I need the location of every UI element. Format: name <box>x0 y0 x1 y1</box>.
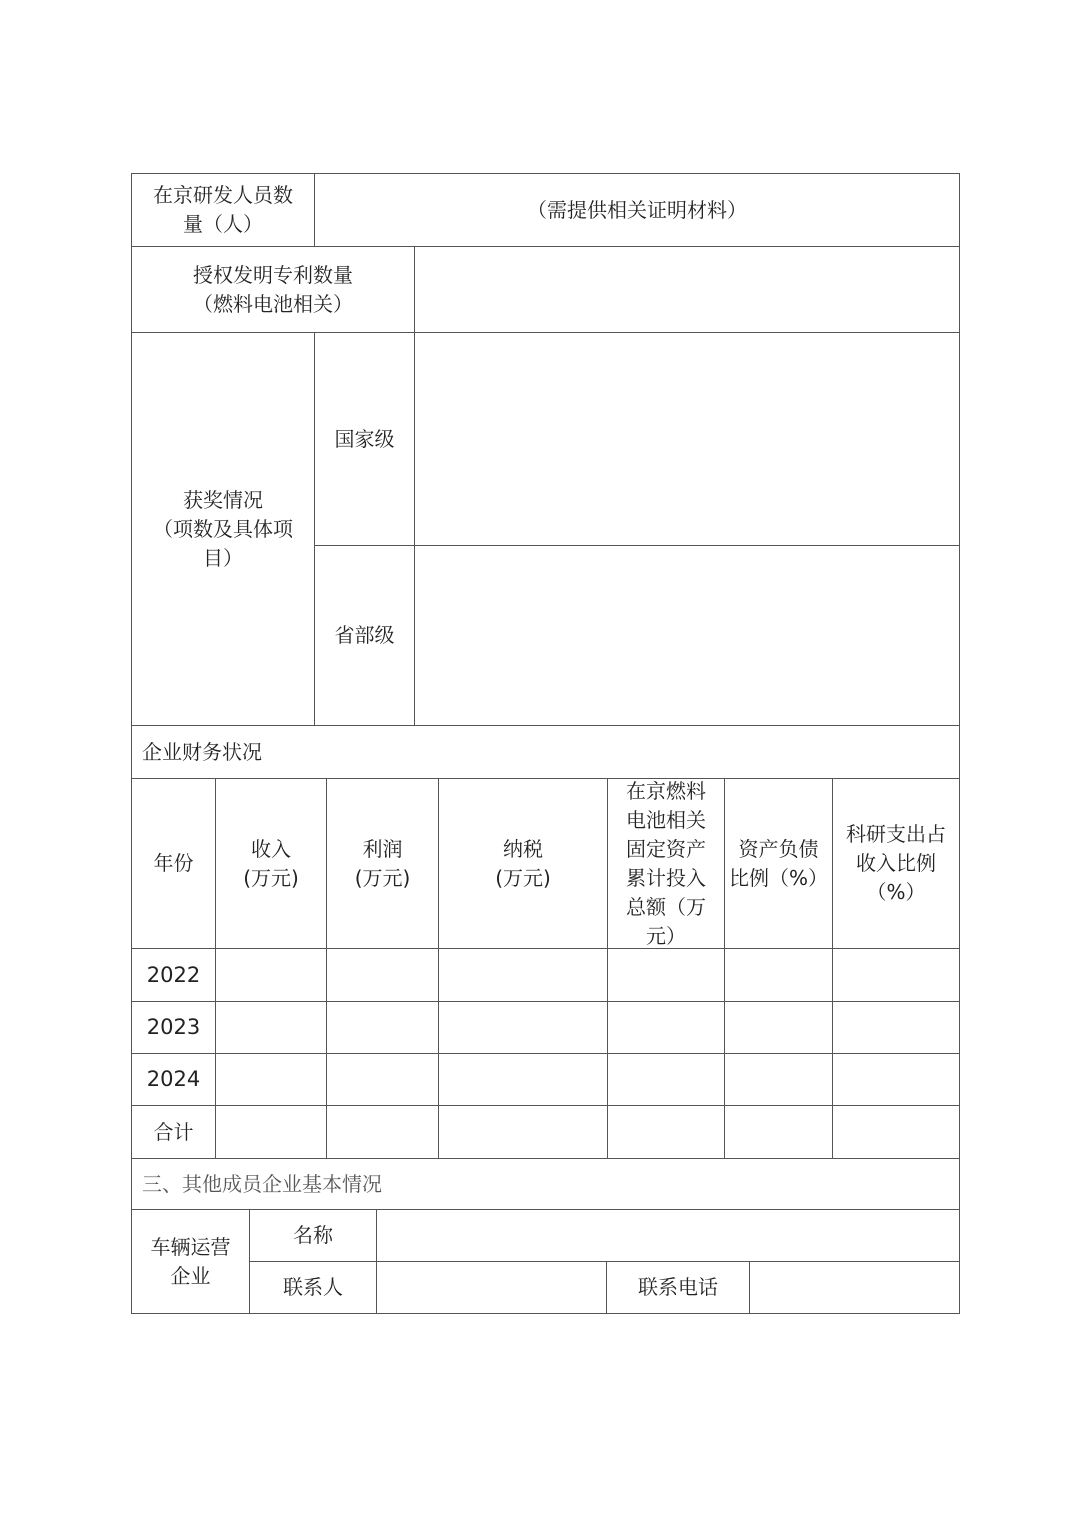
finance-input-cell[interactable] <box>608 1054 724 1105</box>
finance-header-debt-ratio: 资产负债 比例（%） <box>728 836 828 890</box>
finance-input-cell[interactable] <box>439 1054 607 1105</box>
finance-input-cell[interactable] <box>833 1054 959 1105</box>
finance-input-cell[interactable] <box>216 949 326 1001</box>
operator-name-input[interactable] <box>377 1210 959 1261</box>
operator-label: 车辆运营 企业 <box>150 1234 231 1288</box>
operator-contact-label: 联系人 <box>283 1275 343 1299</box>
section3-title: 三、其他成员企业基本情况 <box>142 1171 382 1196</box>
finance-row-year: 2022 <box>146 962 201 987</box>
finance-row-year: 2023 <box>146 1015 201 1039</box>
finance-input-cell[interactable] <box>216 1002 326 1053</box>
finance-header-year: 年份 <box>153 851 194 875</box>
finance-input-cell[interactable] <box>725 1002 832 1053</box>
finance-input-cell[interactable] <box>439 1002 607 1053</box>
finance-row-year: 2024 <box>146 1067 201 1091</box>
operator-phone-label: 联系电话 <box>638 1275 718 1299</box>
finance-input-cell[interactable] <box>216 1054 326 1105</box>
finance-input-cell[interactable] <box>608 1002 724 1053</box>
patents-label: 授权发明专利数量 （燃料电池相关） <box>193 262 353 316</box>
finance-header-tax: 纳税 (万元) <box>495 836 551 890</box>
finance-input-cell[interactable] <box>833 1106 959 1158</box>
finance-title: 企业财务状况 <box>142 739 262 764</box>
researchers-input[interactable] <box>315 174 959 246</box>
awards-national-input[interactable] <box>415 333 959 545</box>
finance-input-cell[interactable] <box>327 1002 438 1053</box>
table-line <box>959 173 960 1314</box>
finance-input-cell[interactable] <box>608 1106 724 1158</box>
awards-national-label: 国家级 <box>334 426 395 451</box>
finance-row-total: 合计 <box>153 1119 194 1144</box>
awards-provincial-label: 省部级 <box>334 623 395 647</box>
finance-input-cell[interactable] <box>833 1002 959 1053</box>
finance-input-cell[interactable] <box>439 949 607 1001</box>
finance-header-fixed-assets: 在京燃料 电池相关 固定资产 累计投入 总额（万 元） <box>626 778 706 948</box>
finance-input-cell[interactable] <box>327 949 438 1001</box>
finance-input-cell[interactable] <box>725 1054 832 1105</box>
researchers-note: （需提供相关证明材料） <box>527 197 747 222</box>
finance-header-rd-ratio: 科研支出占 收入比例 （%） <box>846 822 946 904</box>
operator-name-label: 名称 <box>293 1223 333 1247</box>
finance-input-cell[interactable] <box>216 1106 326 1158</box>
finance-input-cell[interactable] <box>327 1054 438 1105</box>
finance-input-cell[interactable] <box>725 949 832 1001</box>
finance-input-cell[interactable] <box>725 1106 832 1158</box>
table-line <box>131 1313 960 1314</box>
awards-provincial-input[interactable] <box>415 546 959 725</box>
finance-header-profit: 利润 (万元) <box>354 836 411 890</box>
finance-input-cell[interactable] <box>439 1106 607 1158</box>
researchers-label: 在京研发人员数 量（人） <box>153 183 293 236</box>
operator-contact-input[interactable] <box>377 1262 606 1313</box>
patents-input[interactable] <box>415 247 959 332</box>
finance-input-cell[interactable] <box>327 1106 438 1158</box>
finance-header-income: 收入 (万元) <box>243 836 299 890</box>
operator-phone-input[interactable] <box>750 1262 959 1313</box>
finance-input-cell[interactable] <box>608 949 724 1001</box>
awards-label: 获奖情况 （项数及具体项 目） <box>153 487 293 570</box>
finance-input-cell[interactable] <box>833 949 959 1001</box>
